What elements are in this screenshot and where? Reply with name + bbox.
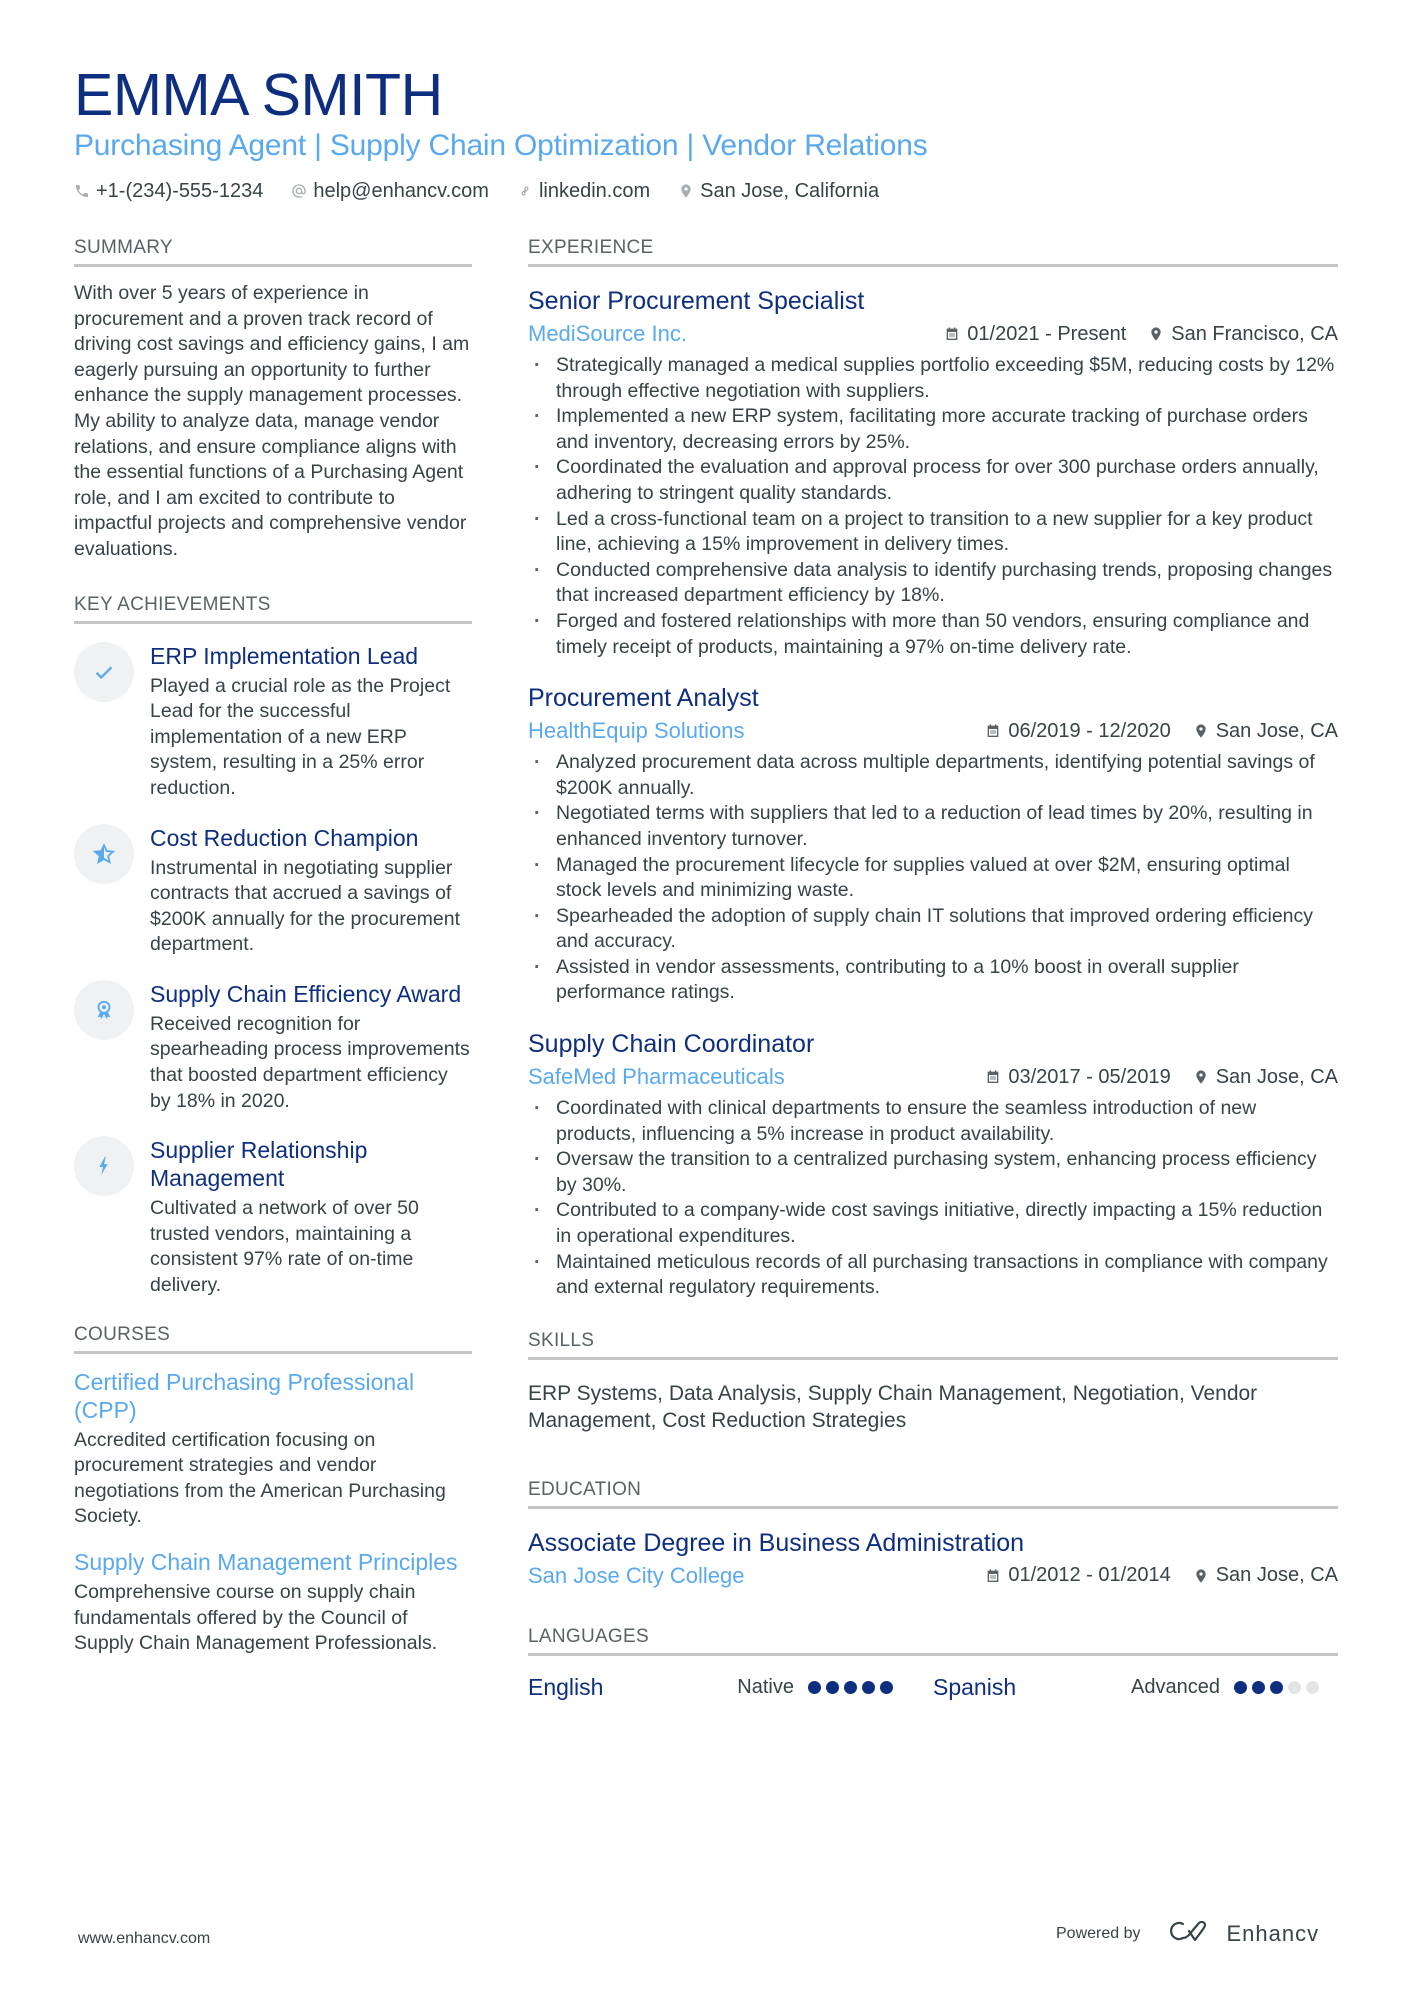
- location-pin-icon: [1148, 326, 1164, 342]
- achievement-text: Instrumental in negotiating supplier contracts that accrued a savings of $200K annually for the procurement department.: [150, 856, 461, 956]
- degree-title: Associate Degree in Business Administration: [528, 1528, 1025, 1557]
- linkedin-value[interactable]: linkedin.com: [538, 180, 651, 202]
- bullet-item: · Oversaw the transition to a centralized purchasing system, enhancing process efficiency by 30%.: [528, 1147, 1338, 1198]
- section-heading: EXPERIENCE: [528, 236, 1338, 267]
- company-name: SafeMed Pharmaceuticals: [528, 1064, 785, 1090]
- contact-linkedin: [517, 178, 650, 204]
- job-bullets: [528, 1096, 1338, 1301]
- brand-logo[interactable]: [1167, 1918, 1320, 1949]
- dot-filled: [1234, 1681, 1247, 1694]
- achievement-icon-circle: [74, 642, 134, 702]
- job-entry: [528, 285, 1338, 660]
- bullet-item: · Strategically managed a medical supplies portfolio exceeding $5M, reducing costs by 12% through effective negotiation with suppliers.: [528, 353, 1338, 404]
- email-value[interactable]: help@enhancv.com: [313, 180, 489, 202]
- bullet-item: · Negotiated terms with suppliers that led to a reduction of lead times by 20%, resulting in enhanced inventory turnover.: [528, 801, 1338, 852]
- bullet-item: · Implemented a new ERP system, facilitating more accurate tracking of purchase orders and inventory, decreasing errors by 25%.: [528, 404, 1338, 455]
- calendar-icon: [944, 326, 960, 342]
- company-name: MediSource Inc.: [528, 321, 687, 346]
- course-title: Supply Chain Management Principles: [74, 1549, 458, 1575]
- job-entry: [528, 1028, 1338, 1301]
- dot-filled: [862, 1681, 875, 1694]
- language-name: English: [528, 1673, 604, 1700]
- proficiency-dots: [808, 1681, 893, 1694]
- powered-by-label: Powered by: [1056, 1924, 1141, 1942]
- dot-filled: [844, 1681, 857, 1694]
- course-item: [74, 1368, 472, 1530]
- courses-section: [74, 1323, 472, 1657]
- summary-text: With over 5 years of experience in procurement and a proven track record of driving cost savings and efficiency gains, I am eagerly pursuing an opportunity to further enhance the supply management processes. My ability to analyze data, manage vendor relations, and ensure compliance aligns with the essential functions of a Purchasing Agent role, and I am excited to contribute to impactful projects and comprehensive vendor evaluations.: [74, 282, 470, 560]
- location-pin-icon: [1193, 1568, 1209, 1584]
- achievement-title: Supply Chain Efficiency Award: [150, 980, 462, 1007]
- achievement-item: [74, 980, 472, 1114]
- job-dates: 03/2017 - 05/2019: [1008, 1065, 1171, 1088]
- star-icon: [93, 843, 115, 865]
- dot-filled: [1270, 1681, 1283, 1694]
- location-value: San Jose, California: [700, 180, 880, 202]
- bullet-item: · Conducted comprehensive data analysis to identify purchasing trends, proposing changes that increased department efficiency by 18%.: [528, 558, 1338, 609]
- skills-text: ERP Systems, Data Analysis, Supply Chain Management, Negotiation, Vendor Management, Cost Reduction Strategies: [528, 1381, 1258, 1432]
- at-icon: [291, 183, 307, 199]
- dot-filled: [880, 1681, 893, 1694]
- calendar-icon: [985, 1069, 1001, 1085]
- achievement-title: Cost Reduction Champion: [150, 824, 419, 851]
- bullet-item: · Analyzed procurement data across multiple departments, identifying potential savings of $200K annually.: [528, 750, 1338, 801]
- job-dates: 06/2019 - 12/2020: [1008, 719, 1171, 742]
- brand-name: Enhancv: [1226, 1920, 1320, 1946]
- phone-icon: [74, 183, 90, 199]
- language-name: Spanish: [933, 1673, 1017, 1700]
- job-title: Senior Procurement Specialist: [528, 287, 865, 315]
- achievement-title: ERP Implementation Lead: [150, 642, 419, 669]
- bullet-item: · Spearheaded the adoption of supply chain IT solutions that improved ordering efficiency and accuracy.: [528, 904, 1338, 955]
- calendar-icon: [985, 723, 1001, 739]
- location-pin-icon: [1193, 1069, 1209, 1085]
- achievement-icon-circle: [74, 824, 134, 884]
- contact-email: [291, 178, 489, 204]
- language-level: Advanced: [1131, 1675, 1220, 1698]
- bullet-item: · Managed the procurement lifecycle for supplies valued at over $2M, ensuring optimal stock levels and minimizing waste.: [528, 853, 1338, 904]
- candidate-title: Purchasing Agent | Supply Chain Optimization | Vendor Relations: [74, 129, 928, 162]
- bullet-item: · Forged and fostered relationships with more than 50 vendors, ensuring compliance and timely receipt of products, maintaining a 97% on-time delivery rate.: [528, 609, 1338, 660]
- language-level: Native: [737, 1675, 794, 1698]
- language-item: [528, 1674, 933, 1701]
- job-dates: 01/2021 - Present: [967, 322, 1127, 345]
- contact-phone: [74, 178, 263, 204]
- contact-bar: [74, 178, 1344, 204]
- achievement-text: Cultivated a network of over 50 trusted vendors, maintaining a consistent 97% rate of on-time delivery.: [150, 1197, 419, 1297]
- section-heading: LANGUAGES: [528, 1625, 1338, 1656]
- phone-value[interactable]: +1-(234)-555-1234: [96, 180, 264, 202]
- proficiency-dots: [1234, 1681, 1319, 1694]
- job-bullets: [528, 750, 1338, 1006]
- bullet-item: · Maintained meticulous records of all purchasing transactions in compliance with company and external regulatory requirements.: [528, 1250, 1338, 1301]
- dot-filled: [826, 1681, 839, 1694]
- bullet-item: · Contributed to a company-wide cost savings initiative, directly impacting a 15% reduction in operational expenditures.: [528, 1198, 1338, 1249]
- job-entry: [528, 682, 1338, 1006]
- achievement-item: [74, 642, 472, 802]
- summary-section: [74, 236, 472, 563]
- course-text: Comprehensive course on supply chain fundamentals offered by the Council of Supply Chain Management Professionals.: [74, 1581, 438, 1655]
- job-location: San Jose, CA: [1215, 719, 1338, 742]
- job-bullets: [528, 353, 1338, 660]
- company-name: HealthEquip Solutions: [528, 718, 745, 744]
- course-item: [74, 1548, 472, 1657]
- job-location: San Jose, CA: [1215, 1065, 1338, 1088]
- course-title: Certified Purchasing Professional (CPP): [74, 1368, 415, 1423]
- section-heading: EDUCATION: [528, 1478, 1338, 1509]
- section-heading: COURSES: [74, 1323, 472, 1354]
- job-title: Procurement Analyst: [528, 684, 759, 713]
- languages-section: [528, 1625, 1338, 1701]
- award-ribbon-icon: [93, 999, 115, 1021]
- bullet-item: · Coordinated the evaluation and approval process for over 300 purchase orders annually, adhering to stringent quality standards.: [528, 455, 1338, 506]
- job-title: Supply Chain Coordinator: [528, 1030, 815, 1059]
- section-heading: KEY ACHIEVEMENTS: [74, 593, 472, 624]
- skills-section: [528, 1329, 1338, 1434]
- resume-header: [74, 62, 1344, 204]
- location-pin-icon: [1193, 723, 1209, 739]
- education-location: San Jose, CA: [1215, 1564, 1338, 1587]
- link-icon: [517, 183, 533, 199]
- achievement-icon-circle: [74, 1136, 134, 1196]
- dot-filled: [808, 1681, 821, 1694]
- checkmark-icon: [93, 661, 115, 683]
- course-text: Accredited certification focusing on procurement strategies and vendor negotiations from the American Purchasing Society.: [74, 1428, 446, 1528]
- right-column: [528, 236, 1338, 1731]
- achievement-item: [74, 824, 472, 958]
- education-section: [528, 1478, 1338, 1591]
- dot-empty: [1306, 1681, 1319, 1694]
- left-column: [74, 236, 472, 1687]
- dot-empty: [1288, 1681, 1301, 1694]
- section-heading: SKILLS: [528, 1329, 1338, 1360]
- calendar-icon: [985, 1568, 1001, 1584]
- bullet-item: · Assisted in vendor assessments, contributing to a 10% boost in overall supplier performance ratings.: [528, 955, 1338, 1006]
- achievement-text: Played a crucial role as the Project Lead for the successful implementation of a new ERP system, resulting in a 25% error reduction.: [150, 674, 451, 799]
- education-dates: 01/2012 - 01/2014: [1008, 1564, 1171, 1587]
- candidate-name: EMMA SMITH: [74, 62, 443, 128]
- section-heading: SUMMARY: [74, 236, 472, 267]
- dot-filled: [1252, 1681, 1265, 1694]
- achievement-icon-circle: [74, 980, 134, 1040]
- location-pin-icon: [678, 183, 694, 199]
- achievement-title: Supplier Relationship Management: [150, 1137, 368, 1192]
- footer-branding: [1056, 1918, 1319, 1949]
- footer-website[interactable]: www.enhancv.com: [78, 1930, 211, 1947]
- bullet-item: · Led a cross-functional team on a project to transition to a new supplier for a key product line, achieving a 15% improvement in delivery times.: [528, 507, 1338, 558]
- job-location: San Francisco, CA: [1171, 322, 1338, 345]
- bullet-item: · Coordinated with clinical departments to ensure the seamless introduction of new products, influencing a 5% increase in product availability.: [528, 1096, 1338, 1147]
- language-item: [933, 1674, 1319, 1701]
- achievement-text: Received recognition for spearheading process improvements that boosted department efficiency by 18% in 2020.: [150, 1012, 470, 1112]
- lightning-bolt-icon: [93, 1155, 115, 1177]
- experience-section: [528, 236, 1338, 1301]
- achievement-item: [74, 1136, 472, 1298]
- achievements-section: [74, 593, 472, 1299]
- enhancv-logo-icon: [1167, 1918, 1215, 1944]
- contact-location: [678, 178, 879, 204]
- school-name: San Jose City College: [528, 1562, 745, 1588]
